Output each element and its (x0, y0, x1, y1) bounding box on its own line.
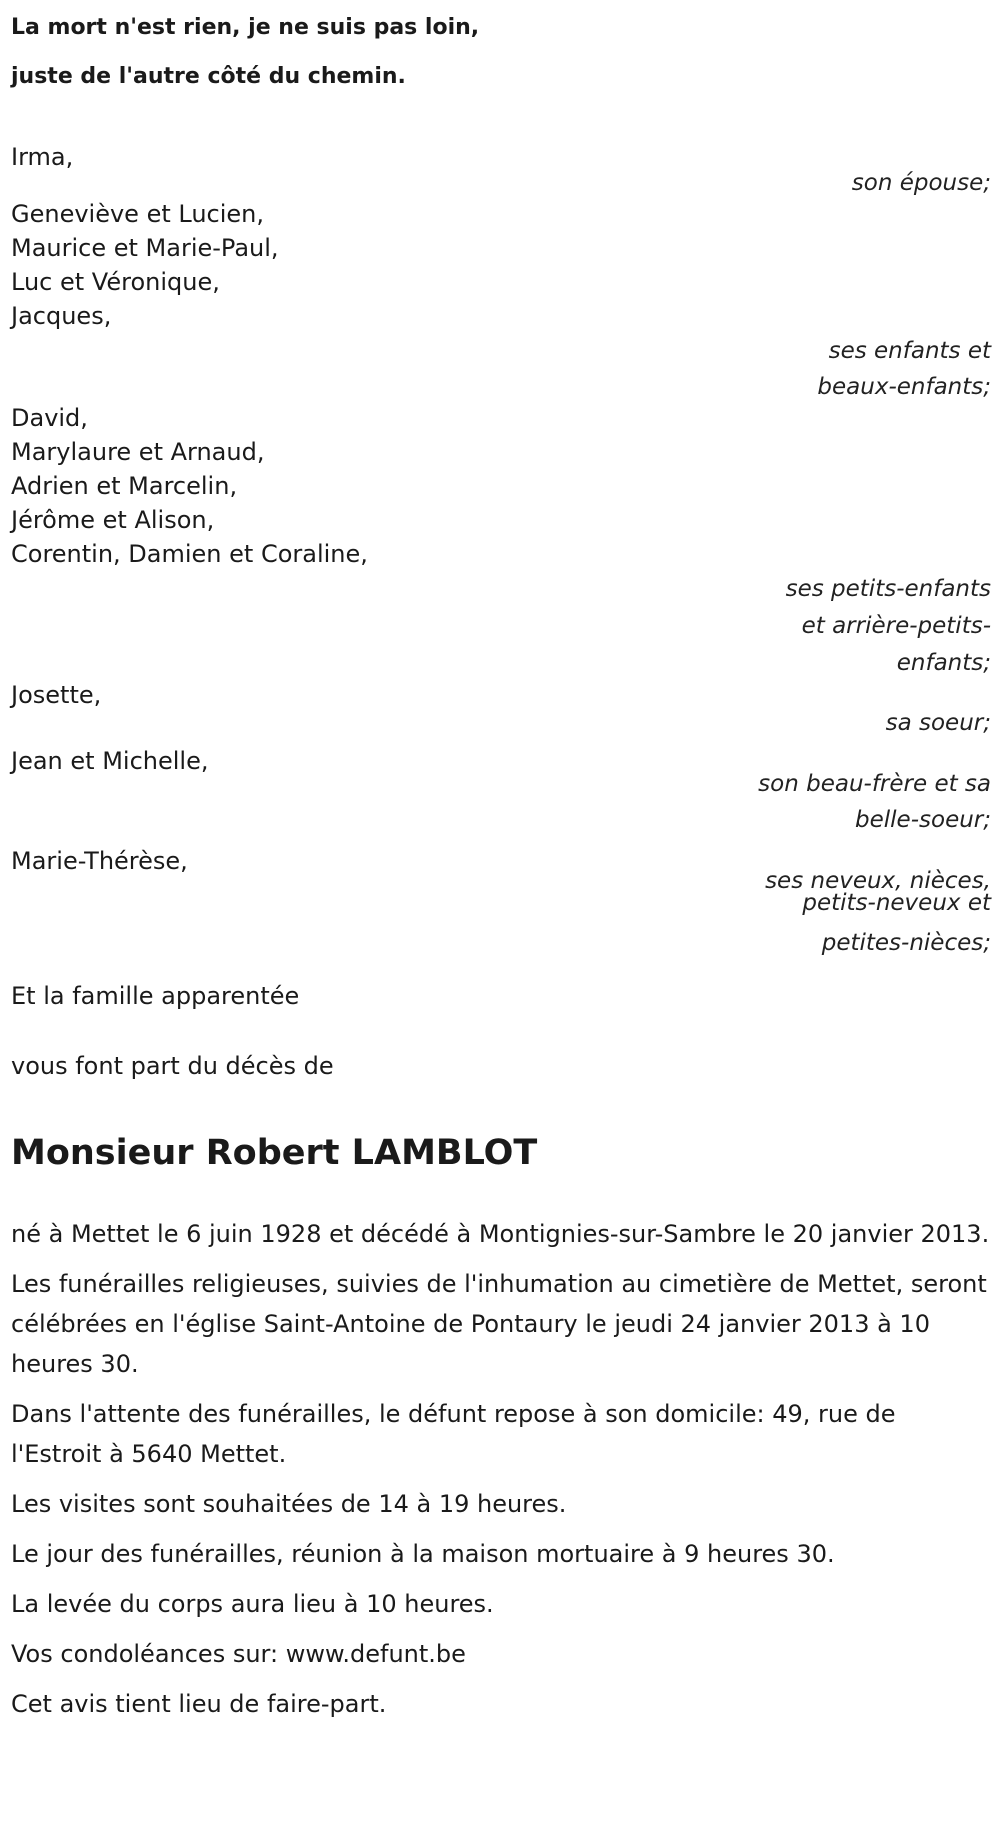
family-group-in-laws (11, 744, 991, 838)
obituary-notice (11, 0, 991, 1734)
family-name: Jean et Michelle, (11, 747, 209, 775)
paragraph: Les funérailles religieuses, suivies de l'inhumation au cimetière de Mettet, seront célébrées en l'église Saint-Antoine de Pontaury le jeudi 24 janvier 2013 à 10 heures 30. (11, 1270, 987, 1378)
family-group-grandchildren (11, 401, 991, 682)
family-group-children (11, 197, 991, 405)
paragraph: Le jour des funérailles, réunion à la maison mortuaire à 9 heures 30. (11, 1540, 835, 1568)
epigraph-line-2: juste de l'autre côté du chemin. (11, 64, 406, 89)
relation-line: son beau-frère et sa (758, 771, 991, 797)
family-name: Adrien et Marcelin, (11, 472, 238, 500)
family-group-sister (11, 678, 991, 740)
relation-line: petits-neveux et (802, 890, 991, 916)
relation-line: et arrière-petits- (801, 613, 991, 639)
relation-line: belle-soeur; (855, 807, 991, 833)
family-name: Corentin, Damien et Coraline, (11, 540, 368, 568)
paragraph: Cet avis tient lieu de faire-part. (11, 1690, 387, 1718)
epigraph-line-1: La mort n'est rien, je ne suis pas loin, (11, 15, 480, 40)
family-name: Maurice et Marie-Paul, (11, 234, 279, 262)
relation-line: sa soeur; (885, 710, 991, 736)
family-name: Irma, (11, 143, 74, 171)
family-relation (11, 870, 991, 972)
family-name: Josette, (11, 681, 102, 709)
family-name: David, (11, 404, 88, 432)
closing-family: Et la famille apparentée (11, 982, 300, 1010)
paragraph: né à Mettet le 6 juin 1928 et décédé à Montignies-sur-Sambre le 20 janvier 2013. (11, 1220, 990, 1248)
notice-body (11, 1214, 991, 1724)
announcement: vous font part du décès de (11, 1052, 334, 1080)
family-relation (11, 706, 991, 740)
family-group-nephews (11, 844, 991, 972)
paragraph: Les visites sont souhaitées de 14 à 19 heures. (11, 1490, 567, 1518)
family-relation (11, 333, 991, 405)
epigraph (11, 3, 991, 101)
family-group-spouse (11, 137, 991, 203)
family-name: Luc et Véronique, (11, 268, 220, 296)
deceased-name: Monsieur Robert LAMBLOT (11, 1133, 538, 1173)
paragraph: La levée du corps aura lieu à 10 heures. (11, 1590, 494, 1618)
family-relation (11, 571, 991, 682)
relation-line: beaux-enfants; (817, 374, 991, 400)
relation-line: son épouse; (851, 170, 991, 196)
family-name: Marie-Thérèse, (11, 847, 188, 875)
relation-line: petites-nièces; (821, 930, 991, 956)
relation-line: ses petits-enfants (785, 576, 991, 602)
family-name: Marylaure et Arnaud, (11, 438, 265, 466)
family-name: Jérôme et Alison, (11, 506, 215, 534)
relation-line: ses neveux, nièces, (765, 868, 991, 894)
relation-line: ses enfants et (828, 338, 991, 364)
family-list (11, 137, 991, 1016)
relation-line: enfants; (896, 650, 991, 676)
family-name: Geneviève et Lucien, (11, 200, 265, 228)
paragraph: Dans l'attente des funérailles, le défunt repose à son domicile: 49, rue de l'Estroit à 5640 Mettet. (11, 1400, 896, 1468)
family-name: Jacques, (11, 302, 112, 330)
paragraph: Vos condoléances sur: www.defunt.be (11, 1640, 466, 1668)
